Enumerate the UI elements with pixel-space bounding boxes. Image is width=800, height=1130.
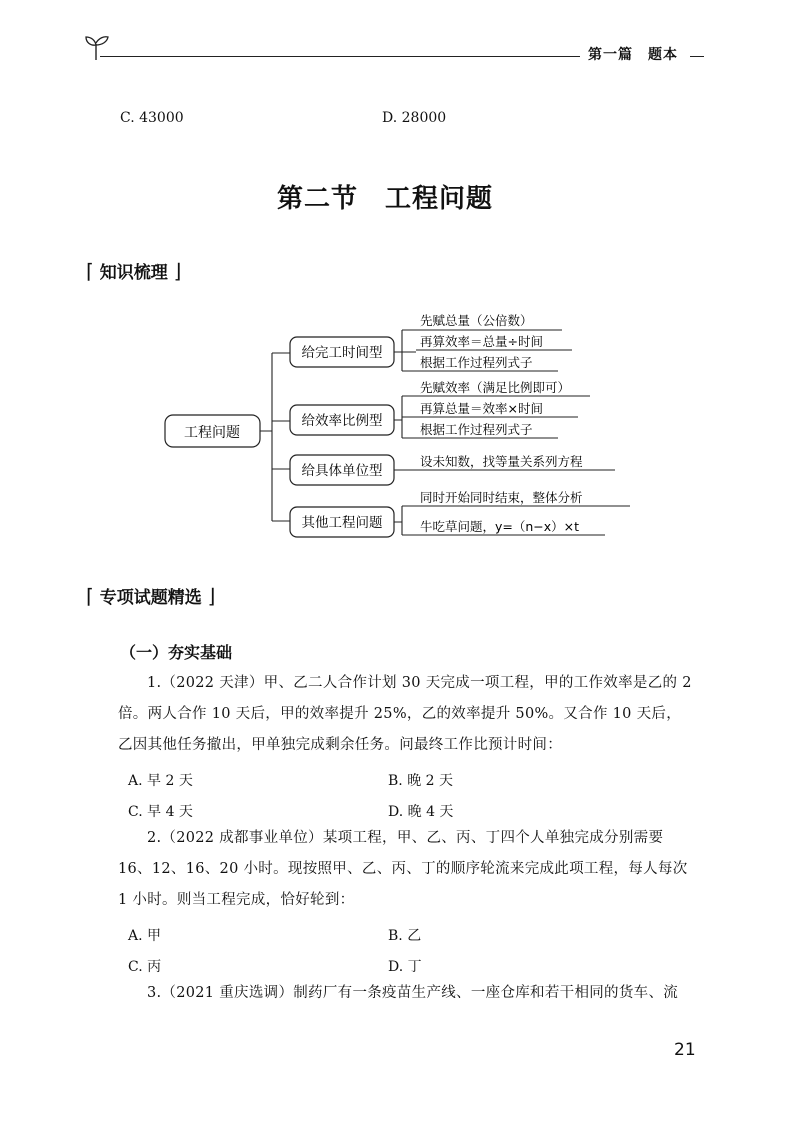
leaf-1-1: 先赋总量（公倍数） [420,313,533,328]
q1-option-d: D. 晚 4 天 [388,804,454,820]
leaf-4-2: 牛吃草问题，y=（n−x）×t [420,519,580,534]
question-2-text: 2.（2022 成都事业单位）某项工程，甲、乙、丙、丁四个人单独完成分别需要 16、12、16、20 小时。现按照甲、乙、丙、丁的顺序轮流来完成此项工程，每人每次 1 小时。则当工程完成，恰好轮到： [118,830,688,908]
q2-option-d: D. 丁 [388,959,422,975]
sprout-icon [84,32,110,62]
question-3-text: 3.（2021 重庆选调）制药厂有一条疫苗生产线、一座仓库和若干相同的货车、流 [147,985,679,1001]
q2-option-a: A. 甲 [128,928,162,944]
leaf-2-1: 先赋效率（满足比例即可） [420,380,571,395]
exercise-heading-text: 专项试题精选 [99,588,202,608]
knowledge-heading-text: 知识梳理 [99,263,168,283]
header-rule [100,56,580,57]
q2-option-c: C. 丙 [128,959,162,975]
branch-3-label: 给具体单位型 [301,463,383,479]
leaf-1-2: 再算效率＝总量÷时间 [420,334,543,349]
header-rule-end [690,56,704,57]
leaf-3-1: 设未知数，找等量关系列方程 [420,454,583,469]
leaf-4-1: 同时开始同时结束，整体分析 [420,490,583,505]
q1-option-b: B. 晚 2 天 [388,773,453,789]
q1-option-c: C. 早 4 天 [128,804,193,820]
chapter-label: 第一篇 题本 [588,47,678,63]
prev-option-d: D. 28000 [382,110,447,126]
q1-option-a: A. 早 2 天 [128,773,193,789]
branch-2-label: 给效率比例型 [301,413,383,429]
question-1-text: 1.（2022 天津）甲、乙二人合作计划 30 天完成一项工程，甲的工作效率是乙的 2 倍。两人合作 10 天后，甲的效率提升 25%，乙的效率提升 50%。又合作 10 天后，乙因其他任务撤出，甲单独完成剩余任务。问最终工作比预计时间： [118,675,692,753]
branch-4-label: 其他工程问题 [301,515,383,531]
knowledge-heading: ⌈ 知识梳理 ⌋ [86,259,182,283]
prev-option-c: C. 43000 [120,110,184,126]
leaf-2-2: 再算总量＝效率×时间 [420,401,543,416]
mind-map-root: 工程问题 [184,425,240,441]
mind-map [160,305,630,550]
branch-1-label: 给完工时间型 [301,345,383,361]
q2-option-b: B. 乙 [388,928,422,944]
leaf-2-3: 根据工作过程列式子 [420,422,533,437]
subsection-title: （一）夯实基础 [120,643,233,662]
page-number: 21 [674,1040,696,1060]
section-title: 第二节 工程问题 [276,184,493,214]
leaf-1-3: 根据工作过程列式子 [420,355,533,370]
exercise-heading: ⌈ 专项试题精选 ⌋ [86,584,216,608]
